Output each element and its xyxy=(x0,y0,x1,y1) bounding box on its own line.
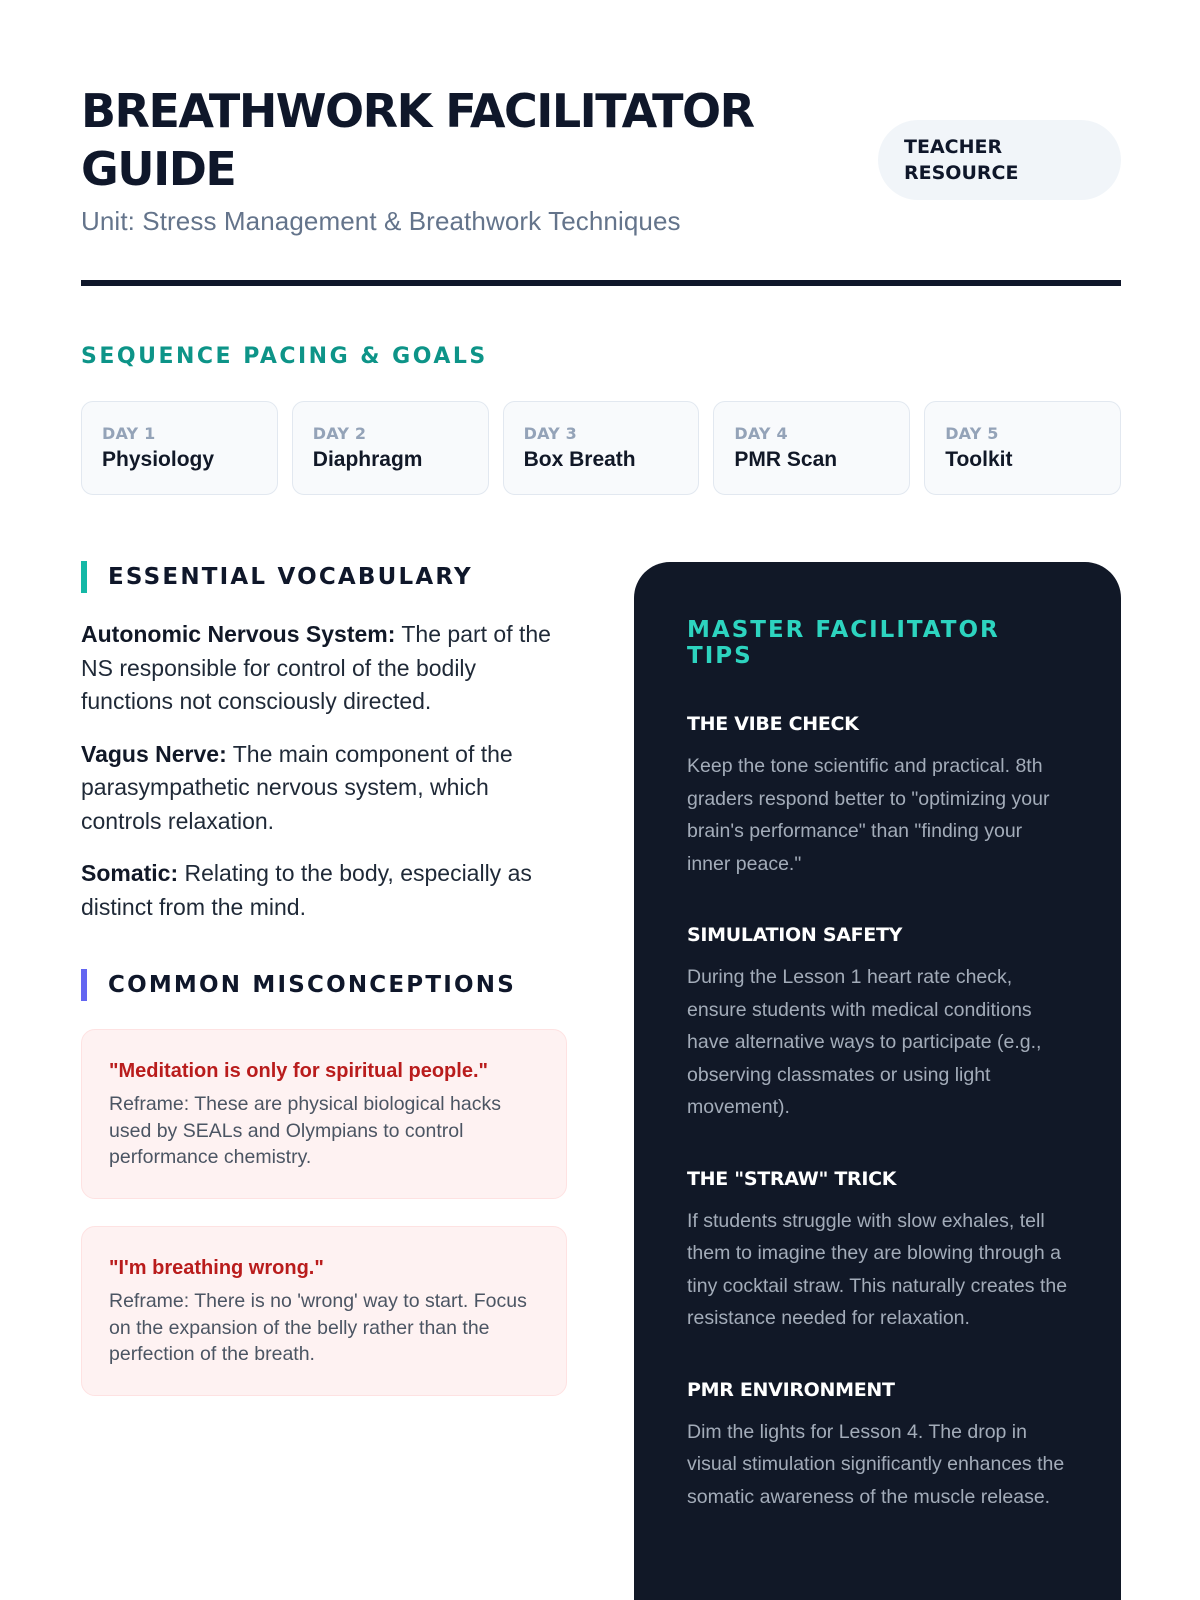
day-label: DAY 5 xyxy=(945,424,999,443)
tip-item xyxy=(687,1379,1069,1514)
day-card-4 xyxy=(713,401,910,495)
vocab-item xyxy=(81,738,567,839)
guide-header xyxy=(81,82,1121,290)
vocab-definition: Relating to the body, especially as distinct from the mind. xyxy=(81,860,532,920)
day-topic: Toolkit xyxy=(945,448,1013,471)
pacing-heading: SEQUENCE PACING & GOALS xyxy=(81,344,488,369)
header-divider xyxy=(81,280,1121,286)
accent-bar xyxy=(81,561,87,593)
tip-item xyxy=(687,713,1069,880)
day-topic: Physiology xyxy=(102,448,215,471)
tip-heading: THE VIBE CHECK xyxy=(687,713,859,735)
day-topic: Box Breath xyxy=(523,448,636,471)
page-subtitle: Unit: Stress Management & Breathwork Techniques xyxy=(81,206,681,236)
misconception-card xyxy=(81,1029,567,1199)
teacher-resource-badge: TEACHER RESOURCE xyxy=(878,120,1121,200)
misconception-quote: "Meditation is only for spiritual people." xyxy=(109,1060,488,1082)
accent-bar xyxy=(81,969,87,1001)
vocabulary-heading xyxy=(81,560,567,594)
tip-heading: SIMULATION SAFETY xyxy=(687,924,903,946)
facilitator-tips-panel xyxy=(634,562,1121,1600)
day-topic: Diaphragm xyxy=(312,448,423,471)
vocabulary-list xyxy=(81,618,567,924)
tip-body: If students struggle with slow exhales, tell them to imagine they are blowing through a tiny cocktail straw. This naturally creates the resistance needed for relaxation. xyxy=(687,1209,1068,1329)
vocabulary-heading-text: ESSENTIAL VOCABULARY xyxy=(108,564,473,590)
day-label: DAY 1 xyxy=(102,424,156,443)
day-card-1 xyxy=(81,401,278,495)
day-label: DAY 4 xyxy=(734,424,788,443)
misconception-reframe: Reframe: These are physical biological hacks used by SEALs and Olympians to control performance chemistry. xyxy=(109,1093,501,1168)
day-card-5 xyxy=(924,401,1121,495)
misconception-card xyxy=(81,1226,567,1396)
tip-body: Keep the tone scientific and practical. 8th graders respond better to "optimizing your brain's performance" than "finding your inner peace." xyxy=(687,755,1050,875)
misconception-reframe: Reframe: There is no 'wrong' way to start. Focus on the expansion of the belly rather than the perfection of the breath. xyxy=(109,1290,527,1365)
left-column xyxy=(81,560,567,1396)
vocab-definition: The main component of the parasympathetic nervous system, which controls relaxation. xyxy=(81,740,513,834)
tip-item xyxy=(687,924,1069,1124)
day-topic: PMR Scan xyxy=(734,448,838,471)
vocab-term: Vagus Nerve: xyxy=(81,740,227,767)
vocab-term: Somatic: xyxy=(81,860,179,886)
facilitator-guide-page xyxy=(81,0,1121,1600)
vocab-item xyxy=(81,857,567,924)
misconceptions-heading xyxy=(81,968,567,1002)
tip-body: Dim the lights for Lesson 4. The drop in visual stimulation significantly enhances the somatic awareness of the muscle release. xyxy=(687,1420,1065,1508)
day-label: DAY 3 xyxy=(523,424,578,443)
vocab-definition: The part of the NS responsible for control of the bodily functions not consciously directed. xyxy=(81,621,551,714)
tips-heading: MASTER FACILITATOR TIPS xyxy=(687,617,1000,669)
tip-item xyxy=(687,1168,1069,1335)
day-label: DAY 2 xyxy=(312,424,367,443)
vocab-item xyxy=(81,618,567,719)
tip-body: During the Lesson 1 heart rate check, ensure students with medical conditions have alternative ways to participate (e.g., observing classmates or using light movement). xyxy=(687,966,1042,1118)
misconceptions-heading-text: COMMON MISCONCEPTIONS xyxy=(108,972,516,998)
day-card-2 xyxy=(292,401,489,495)
day-card-3 xyxy=(503,401,700,495)
tip-heading: THE "STRAW" TRICK xyxy=(687,1167,897,1190)
misconception-quote: "I'm breathing wrong." xyxy=(109,1257,324,1279)
day-sequence xyxy=(81,401,1121,495)
tip-heading: PMR ENVIRONMENT xyxy=(687,1378,895,1401)
vocab-term: Autonomic Nervous System: xyxy=(81,621,396,647)
page-title: BREATHWORK FACILITATOR GUIDE xyxy=(81,84,754,196)
